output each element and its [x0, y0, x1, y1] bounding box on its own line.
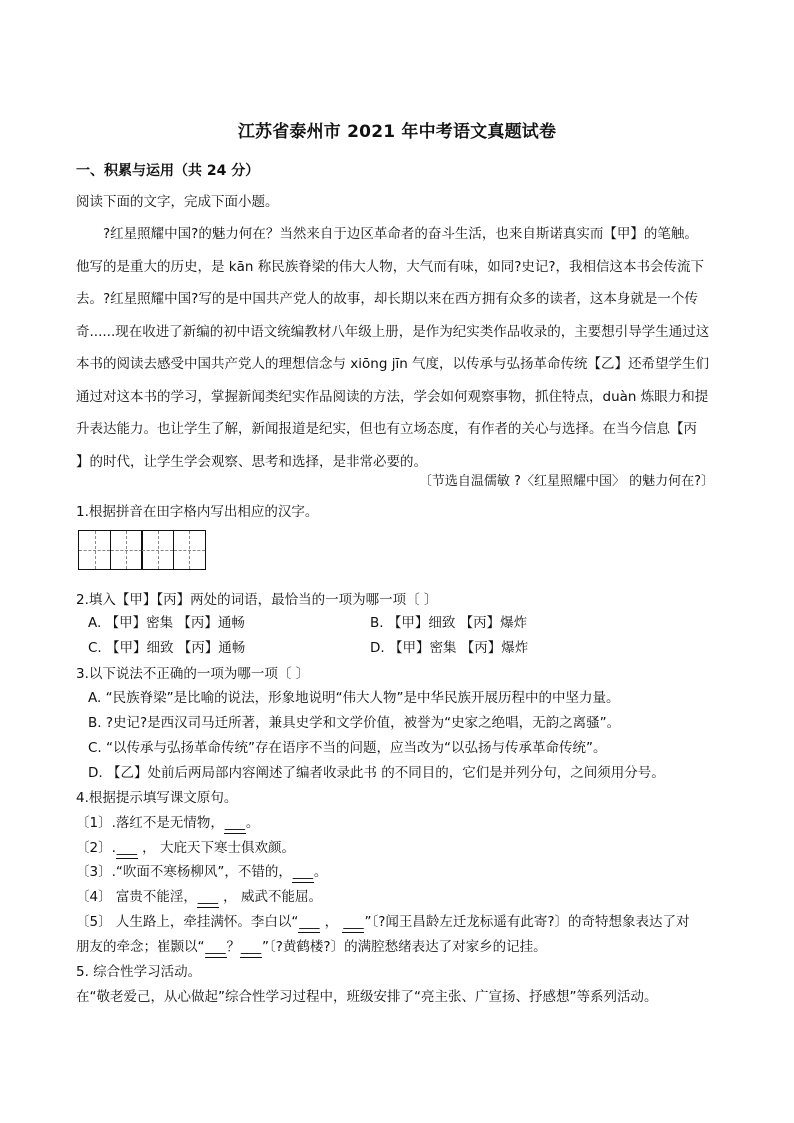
q4-item-5-continued: 朋友的牵念；崔颢以“___？___”〔?黄鹤楼?〕的满腔愁绪表达了对家乡的记挂。	[76, 937, 720, 958]
tianzige-cell[interactable]	[141, 530, 174, 570]
section-heading: 一、积累与运用（共 24 分）	[76, 163, 260, 179]
q4-item-3: 〔3〕.“吹面不寒杨柳风”，不错的，___。	[76, 862, 720, 883]
passage-line: 他写的是重大的历史，是 kān 称民族脊梁的伟大人物，大气而有味，如同?史记?，我相信这本书会传流下	[76, 258, 705, 275]
q4-item-1: 〔1〕.落红不是无情物，___。	[76, 813, 720, 834]
q2-option-b[interactable]: B. 【甲】细致 【丙】爆炸	[370, 615, 528, 631]
question-2-stem: 2.填入【甲】【丙】两处的词语，最恰当的一项为哪一项〔 〕	[76, 592, 438, 608]
passage-line: 奇......现在收进了新编的初中语文统编教材八年级上册，是作为纪实类作品收录的，主要想引导学生通过这	[76, 323, 710, 340]
passage-line: 通过对这本书的学习，掌握新闻类纪实作品阅读的方法，学会如何观察事物，抓住特点，duàn 炼眼力和提	[76, 388, 709, 405]
q3-option-a[interactable]: A. “民族脊梁”是比喻的说法，形象地说明“伟大人物”是中华民族开展历程中的中坚力量。	[88, 690, 620, 706]
passage-line: 本书的阅读去感受中国共产党人的理想信念与 xiōng jīn 气度，以传承与弘扬革命传统【乙】还希望学生们	[76, 356, 710, 372]
answer-blank[interactable]: ___	[240, 937, 262, 958]
question-5-text: 在“敬老爱己，从心做起”综合性学习过程中，班级安排了“亮主张、广宣扬、抒感想”等系列活动。	[76, 989, 658, 1005]
answer-blank[interactable]: ___	[224, 813, 246, 834]
passage-line: 升表达能力。也让学生了解，新闻报道是纪实，但也有立场态度，有作者的关心与选择。在当今信息【丙	[76, 421, 697, 437]
passage-line: 去。?红星照耀中国?写的是中国共产党人的故事，却长期以来在西方拥有众多的读者，这本身就是一个传	[76, 291, 698, 307]
q3-option-b[interactable]: B. ?史记?是西汉司马迁所著，兼具史学和文学价值，被誉为“史家之绝唱，无韵之离骚”。	[88, 715, 621, 731]
tianzige-grid[interactable]	[78, 530, 204, 570]
answer-blank[interactable]: ___	[116, 838, 138, 859]
q4-item-4: 〔4〕 富贵不能淫，___ ， 威武不能屈。	[76, 887, 720, 908]
reading-instruction: 阅读下面的文字，完成下面小题。	[76, 194, 279, 210]
answer-blank[interactable]: ___	[342, 912, 364, 933]
answer-blank[interactable]: ___	[205, 937, 227, 958]
passage-source: 〔节选自温儒敏 ?〈红星照耀中国〉 的魅力何在?〕	[418, 474, 714, 489]
answer-blank[interactable]: ___	[197, 887, 219, 908]
passage-line: ?红星照耀中国?的魅力何在？当然来自于边区革命者的奋斗生活，也来自斯诺真实而【甲】的笔触。	[103, 226, 698, 242]
q2-option-d[interactable]: D. 【甲】密集 【丙】爆炸	[370, 640, 529, 656]
q4-item-5: 〔5〕 人生路上，牵挂满怀。李白以“___ ， ___”〔?闻王昌龄左迁龙标遥有此寄?〕的奇特想象表达了对	[76, 912, 720, 933]
question-4-stem: 4.根据提示填写课文原句。	[76, 790, 238, 806]
answer-blank[interactable]: ___	[298, 912, 320, 933]
question-3-stem: 3.以下说法不正确的一项为哪一项〔 〕	[76, 666, 310, 682]
answer-blank[interactable]: ___	[292, 862, 314, 883]
tianzige-cell[interactable]	[110, 530, 143, 570]
q2-option-a[interactable]: A. 【甲】密集 【丙】通畅	[88, 615, 245, 631]
tianzige-cell[interactable]	[173, 530, 206, 570]
exam-title: 江苏省泰州市 2021 年中考语文真题试卷	[237, 122, 557, 142]
q3-option-c[interactable]: C. “以传承与弘扬革命传统”存在语序不当的问题，应当改为“以弘扬与传承革命传统”。	[88, 740, 607, 756]
passage-line: 】的时代，让学生学会观察、思考和选择，是非常必要的。	[76, 453, 427, 470]
question-5-stem: 5. 综合性学习活动。	[76, 964, 202, 980]
question-1: 1.根据拼音在田字格内写出相应的汉字。	[76, 504, 319, 520]
tianzige-cell[interactable]	[78, 530, 111, 570]
q4-item-2: 〔2〕.___ ， 大庇天下寒士俱欢颜。	[76, 838, 720, 859]
reading-passage	[76, 218, 720, 478]
q2-option-c[interactable]: C. 【甲】细致 【丙】通畅	[88, 640, 246, 656]
q3-option-d[interactable]: D. 【乙】处前后两局部内容阐述了编者收录此书 的不同目的，它们是并列分句，之间须用分号。	[88, 765, 665, 781]
